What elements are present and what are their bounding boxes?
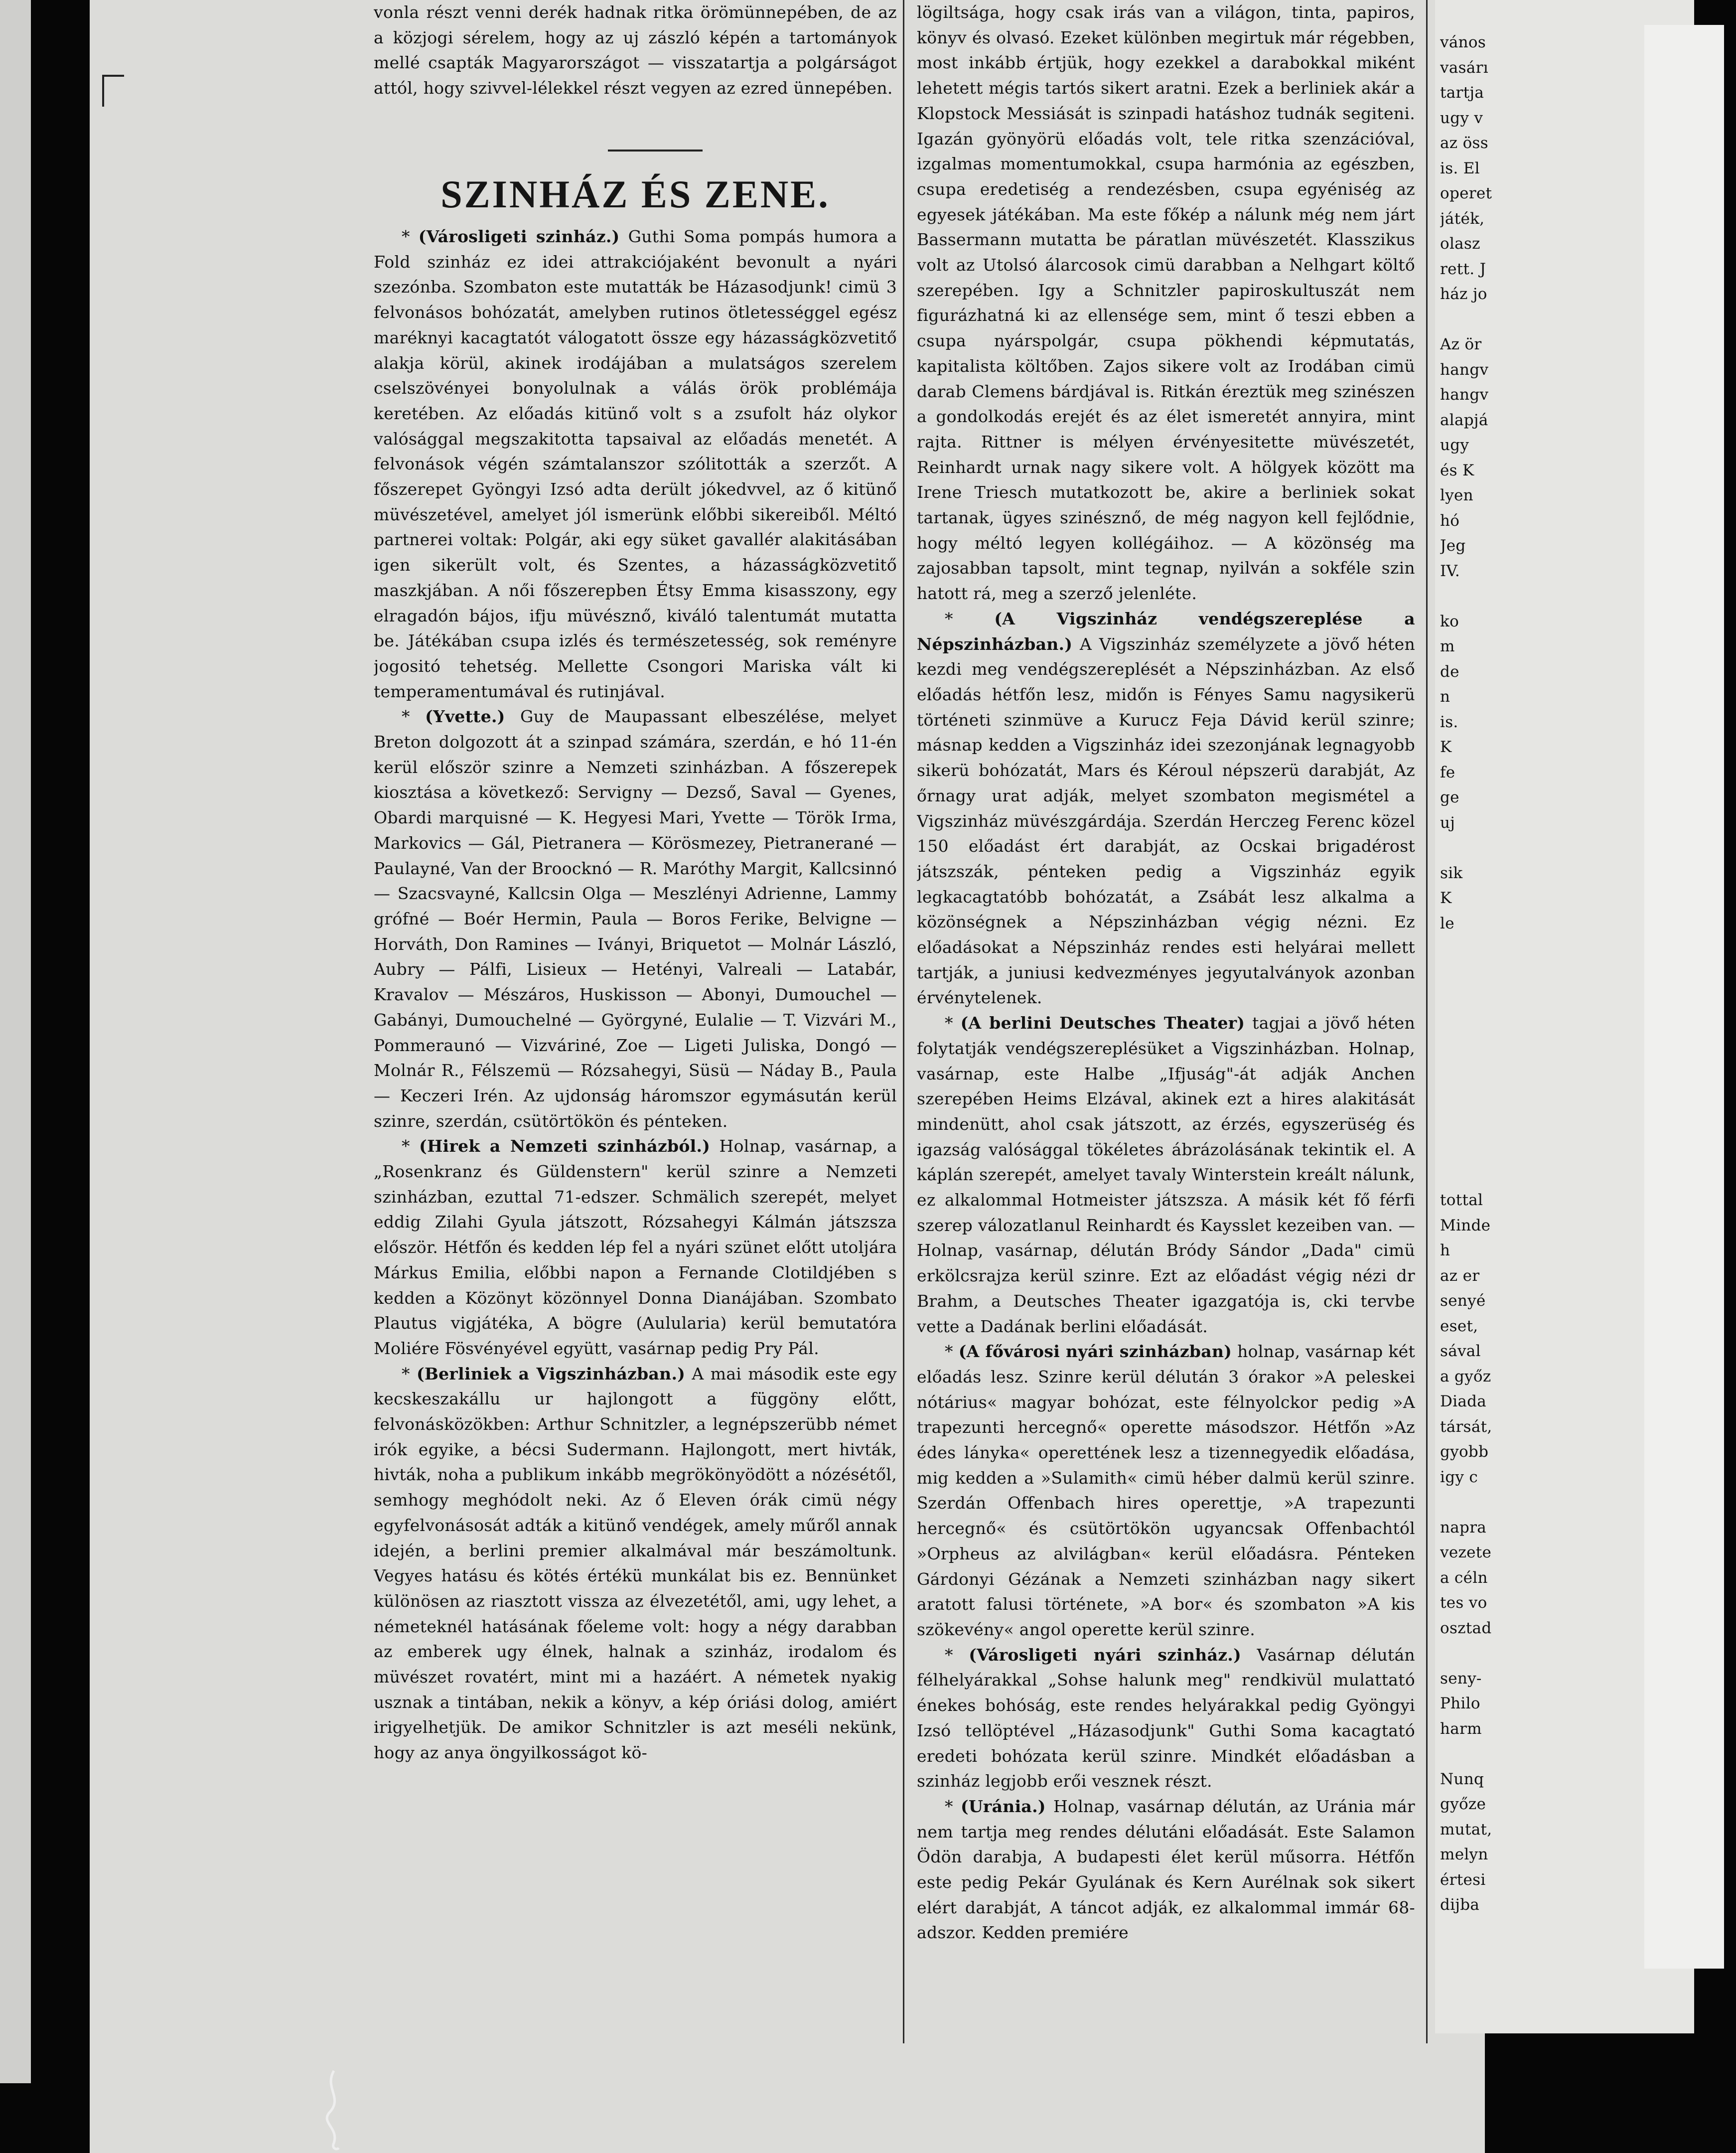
- fragment-line: de: [1440, 662, 1459, 681]
- intro-paragraph: vonla részt venni derék hadnak ritka örömünnepében, de az a közjogi sérelem, hogy az uj zászló képén a tartományok mellé csapták Magyarországot — visszatartja a polgárságot attól, hogy szivvel-lélekkel részt vegyen az ezred ünnepében.: [374, 2, 897, 98]
- article-text: tagjai a jövő héten folytatják vendégszereplésüket a Vigszinházban. Holnap, vasárnap, este Halbe „Ifjuság"-át adják Anchen szerepében Heims Elzával, akinek ezt a hires alakitását mindenütt, ahol csak játszott, az érzés, egyszerüség és igazság valósággal tökéletes ábrázolásának tekintik el. A káplán szerepét, amelyet tavaly Winterstein kreált nálunk, ez alkalommal Hotmeister játszsza. A másik két fő férfi szerep válozatlanul Reinhardt és Kaysslet kezeiben van. — Holnap, vasárnap, délután Bródy Sándor „Dada" cimü erkölcsrajza kerül szinre. Ezt az előadást végig nézi dr Brahm, a Deutsches Theater igazgatója is, cki tervbe vette a Dadának berlini előadását.: [917, 1013, 1415, 1336]
- fragment-line: vasárı: [1440, 58, 1488, 77]
- fragment-line: [1440, 961, 1535, 987]
- fragment-line: játék,: [1440, 209, 1485, 228]
- column-rule-1: [903, 0, 904, 2043]
- article-title: (Városligeti nyári szinház.): [969, 1645, 1241, 1665]
- fragment-line: igy c: [1440, 1468, 1478, 1486]
- fragment-line: melyn: [1440, 1845, 1488, 1863]
- fragment-line: vános: [1440, 33, 1486, 51]
- article-text: Guy de Maupassant elbeszélése, melyet Breton dolgozott át a szinpad számára, szerdán, e hó 11-én kerül először szinre a Nemzeti szinházban. A főszerepek kiosztása a következő: Servigny — Dezső, Saval — Gyenes, Obardi marquisné — K. Hegyesi Mari, Yvette — Török Irma, Markovics — Gál, Pietranera — Körösmezey, Pietranerané — Paulayné, Van der Broocknó — R. Maróthy Margit, Kallcsinnó — Szacsvayné, Kallcsin Olga — Meszlényi Adrienne, Lammy grófné — Boér Hermin, Paula — Boros Ferike, Belvigne — Horváth, Don Ramines — Iványi, Briquetot — Molnár László, Aubry — Pálfi, Lisieux — Hetényi, Valreali — Latabár, Kravalov — Mészáros, Huskisson — Abonyi, Dumouchel — Gabányi, Dumouchelné — Györgyné, Eulalie — T. Vizvári M., Pommeraunó — Vizváriné, Zoe — Ligeti Juliska, Dongó — Molnár R., Félszemü — Rózsahegyi, Süsü — Náday B., Paula — Keczeri Irén. Az ujdonság háromszor egymásután kerül szinre, szerdán, csütörtökön és pénteken.: [374, 707, 897, 1131]
- fragment-line: [1440, 1087, 1535, 1112]
- article-bullet: *: [402, 1364, 417, 1384]
- article-bullet: *: [402, 227, 419, 246]
- left-page-edge: [0, 0, 31, 2083]
- fragment-line: alapjá: [1440, 411, 1488, 429]
- fragment-line: seny-: [1440, 1669, 1482, 1688]
- fragment-line: [1440, 1012, 1535, 1037]
- article-title: (Yvette.): [425, 707, 505, 727]
- article-text: A Vigszinház személyzete a jövő héten kezdi meg vendégszereplését a Népszinházban. Az első előadás hétfőn lesz, midőn is Fényes Samu nagysikerü történeti szinmüve a Kurucz Feja Dávid kerül szinre; másnap kedden a Vigszinház idei szezonjának legnagyobb sikerü bohózatát, Mars és Kéroul népszerü darabját, Az őrnagy urat adják, melyet szombaton megismétel a Vigszinház müvészgárdája. Szerdán Herczeg Ferenc közel 150 előadást ért darabját, az Ocskai brigadérost játszszák, pénteken pedig a Vigszinház egyik legkacagtatóbb bohózatát, a Zsábát lesz alkalma a közönségnek a Népszinházban végig nézni. Ez előadásokat a Népszinház rendes esti helyárai mellett tartják, a juniusi kedvezményes jegyutalványok azonban érvénytelenek.: [917, 634, 1415, 1008]
- fragment-line: [1440, 1490, 1535, 1515]
- column-rule-2: [1426, 0, 1428, 2043]
- fragment-line: sik: [1440, 864, 1463, 882]
- fragment-line: ugy: [1440, 436, 1469, 454]
- article-title: (Hirek a Nemzeti szinházból.): [419, 1136, 711, 1156]
- article-text: Holnap, vasárnap délután, az Uránia már nem tartja meg rendes délutáni előadását. Este Salamon Ödön darabja, A budapesti élet kerül műsorra. Hétfőn este pedig Pekár Gyulának és Kern Aurélnak sok sikert elért darabját, A táncot adják, ez alkalommal immár 68-adszor. Kedden premiére: [917, 1796, 1415, 1943]
- fragment-line: [1440, 1037, 1535, 1062]
- fragment-line: IV.: [1440, 562, 1460, 580]
- continuation-paragraph: lögiltsága, hogy csak irás van a világon, tinta, papiros, könyv és olvasó. Ezeket különben megirtuk már régebben, most inkább értjük, hogy ezekkel a darabokkal miként lehetett mégis tartós sikert aratni. Ezek a berliniek akár a Klopstock Messiását is szinpadi hatáshoz tudnák segiteni. Igazán gyönyörü előadás volt, tele ritka szenzációval, izgalmas momentumokkal, csupa harmónia az egészben, csupa eredetiség a rendezésben, csupa egyéniség az egyesek játékában. Ma este főkép a nálunk még nem járt Bassermann mutatta be páratlan müvészetét. Klasszikus volt az Utolsó álarcosok cimü darabban a Nelhgart költő szerepében. Igy a Schnitzler papiroskultuszát nem figurázhatná ki az ellensége sem, mint ő teszi ebben a csupa nyárspolgár, csupa pökhendi képmutatás, kapitalista költőben. Zajos sikere volt az Irodában cimü darab Clemens bárdjával is. Ritkán éreztük meg szinészen a gondolkodás erejét és az élet ismeretét annyira, mint rajta. Rittner is mélyen érvényesitette müvészetét, Reinhardt urnak nagy sikere volt. A hölgyek között ma Irene Triesch mutatkozott be, akire a berliniek sokat tartanak, ügyes szinésznő, de még nagyon kell fejlődnie, hogy méltó legyen kollégáihoz. — A közönség ma zajosabban tapsolt, mint tegnap, nyilván a sokféle szin hatott rá, meg a szerző jelenléte.: [917, 2, 1415, 604]
- fragment-line: [1440, 307, 1535, 332]
- corner-crop-mark: [102, 75, 124, 107]
- fragment-line: Philo: [1440, 1694, 1480, 1712]
- fragment-line: ge: [1440, 788, 1459, 806]
- article-paragraph: [917, 1011, 1415, 1339]
- article-bullet: *: [945, 1342, 959, 1362]
- fragment-line: le: [1440, 914, 1454, 932]
- fragment-line: [1440, 1137, 1535, 1163]
- fragment-line: hó: [1440, 511, 1460, 530]
- article-text: Vasárnap délután félhelyárakkal „Sohse halunk meg" rendkivül mulattató énekes bohóság, este rendes helyárakkal pedig Gyöngyi Izsó tellöptével „Házasodjunk" Guthi Soma kacagtató eredeti bohózata kerül szinre. Mindkét előadásban a szinház legjobb erői vesznek részt.: [917, 1645, 1415, 1791]
- article-title: (A berlini Deutsches Theater): [960, 1013, 1245, 1033]
- article-paragraph: [374, 1362, 897, 1766]
- fragment-line: Jeg: [1440, 537, 1466, 555]
- article-title: (A fővárosi nyári szinházban): [958, 1342, 1232, 1362]
- article-bullet: *: [945, 1645, 969, 1665]
- section-heading: SZINHÁZ ÉS ZENE.: [440, 172, 830, 216]
- fragment-line: [1440, 936, 1535, 961]
- fragment-line: lyen: [1440, 486, 1473, 504]
- fragment-line: fe: [1440, 763, 1455, 781]
- article-paragraph: [374, 1134, 897, 1361]
- fragment-line: Az ör: [1440, 335, 1482, 353]
- fragment-line: mutat,: [1440, 1820, 1492, 1839]
- fragment-line: uj: [1440, 813, 1455, 832]
- fragment-line: [1440, 1641, 1535, 1666]
- fragment-line: tartja: [1440, 84, 1484, 102]
- fragment-line: senyé: [1440, 1292, 1486, 1310]
- fragment-line: értesi: [1440, 1870, 1486, 1889]
- fragment-line: az er: [1440, 1266, 1480, 1285]
- article-text: Guthi Soma pompás humora a Fold szinház ez idei attrakciójaként bevonult a nyári szezónba. Szombaton este mutatták be Házasodjunk! cimü 3 felvonásos bohózatát, amelyben rutinos ötletességgel egész maréknyi kacagtatót válogatott össze egy házasságközvetitő alakja körül, akinek irodájában a mulatságos szerelem cselszövényei bonyolulnak a válás örök problémája keretében. Az előadás kitünő volt s a zsufolt ház olykor valósággal megszakitotta tapsaival az előadás menetét. A felvonások végén számtalanszor szólitották a szerzőt. A főszerepet Gyöngyi Izsó adta derült jókedvvel, az ő kitünő müvészetével, amelyet jól ismerünk előbbi sikereiből. Méltó partnerei voltak: Polgár, aki egy süket gavallér alakitásában igen sikerült volt, és Szentes, a házasságközvetitő maszkjában. A női főszerepben Étsy Emma kisasszony, egy elragadón bájos, ifju müvésznő, kiváló talentumát mutatta be. Játékában csupa izlés és természetesség, sok reményre jogositó tehetség. Mellette Csongori Mariska vált ki temperamentumával és rutinjával.: [374, 227, 897, 701]
- fragment-line: és K: [1440, 461, 1474, 479]
- article-title: (A Vigszinház vendégszereplése a Népszinházban.): [917, 609, 1415, 654]
- fragment-line: a győz: [1440, 1367, 1491, 1385]
- fragment-line: társát,: [1440, 1417, 1492, 1436]
- column-1: [374, 0, 897, 145]
- article-title: (Uránia.): [960, 1796, 1046, 1816]
- fragment-line: gyobb: [1440, 1443, 1489, 1461]
- article-paragraph: [374, 224, 897, 704]
- article-paragraph: [917, 607, 1415, 1011]
- article-bullet: *: [945, 1013, 961, 1033]
- fragment-line: [1440, 1163, 1535, 1188]
- article-bullet: *: [402, 1136, 420, 1156]
- fragment-line: az öss: [1440, 134, 1488, 152]
- column-3-fragments: [1440, 30, 1535, 2003]
- fragment-line: [1440, 986, 1535, 1012]
- fragment-line: is. El: [1440, 159, 1480, 177]
- column-1-articles: [374, 224, 897, 2043]
- fragment-line: sával: [1440, 1342, 1481, 1360]
- fragment-line: [1440, 1112, 1535, 1138]
- fragment-line: m: [1440, 637, 1455, 655]
- fragment-line: osztad: [1440, 1619, 1492, 1637]
- article-paragraph: [917, 1794, 1415, 1946]
- fragment-line: vezete: [1440, 1543, 1492, 1561]
- right-white-strip: [1644, 25, 1724, 1969]
- fragment-line: hangv: [1440, 386, 1489, 404]
- fragment-line: olasz: [1440, 235, 1480, 253]
- fragment-line: [1440, 835, 1535, 861]
- fragment-line: Diada: [1440, 1392, 1487, 1410]
- pen-scribble: [319, 2068, 349, 2153]
- fragment-line: dijba: [1440, 1896, 1480, 1914]
- fragment-line: [1440, 584, 1535, 609]
- fragment-line: [1440, 1741, 1535, 1767]
- fragment-line: K: [1440, 889, 1452, 907]
- fragment-line: győze: [1440, 1795, 1486, 1813]
- column-2: [917, 0, 1415, 2043]
- article-title: (Városligeti szinház.): [418, 227, 620, 246]
- fragment-line: Minde: [1440, 1216, 1491, 1234]
- article-bullet: *: [945, 609, 995, 628]
- fragment-line: hangv: [1440, 360, 1489, 379]
- fragment-line: eset,: [1440, 1317, 1478, 1335]
- fragment-line: napra: [1440, 1518, 1487, 1537]
- fragment-line: is.: [1440, 713, 1458, 731]
- fragment-line: h: [1440, 1241, 1450, 1259]
- fragment-line: a céln: [1440, 1568, 1488, 1587]
- article-text: Holnap, vasárnap, a „Rosenkranz és Güldenstern" kerül szinre a Nemzeti szinházban, ezuttal 71-edszer. Schmälich szerepét, melyet eddig Zilahi Gyula játszott, Rózsahegyi Kálmán játszsza először. Hétfőn és kedden lép fel a nyári szünet előtt utoljára Márkus Emilia, előbbi napon a Fernande Clotildjében s kedden a Közönyt közönnyel Donna Dianájában. Szombato Plautus vigjátéka, A bögre (Aulularia) kerül bemutatóra Moliére Fösvényével együtt, vasárnap pedig Pry Pál.: [374, 1136, 897, 1358]
- fragment-line: rett. J: [1440, 260, 1486, 278]
- fragment-line: harm: [1440, 1719, 1482, 1738]
- fragment-line: tottal: [1440, 1191, 1483, 1209]
- fragment-line: ház jo: [1440, 285, 1487, 303]
- fragment-line: ugy v: [1440, 109, 1483, 127]
- fragment-line: K: [1440, 738, 1452, 756]
- article-title: (Berliniek a Vigszinházban.): [417, 1364, 686, 1384]
- article-bullet: *: [402, 707, 426, 727]
- fragment-line: [1440, 1062, 1535, 1087]
- article-text: A mai második este egy kecskeszakállu ur hajlongott a függöny előtt, felvonásközökben: Arthur Schnitzler, a legnépszerübb német irók egyike, a bécsi Sudermann. Hajlongott, mert hivták, hivták, noha a publikum inkább megrökönyödött a nózésétől, semhogy meghódolt neki. Az ő Eleven órák cimü négy egyfelvonásosát adták a kitünő vendégek, amely műről annak idején, a berlini premier alkalmával már beszámoltunk. Vegyes hatásu és kötés értékü munkálat bis ez. Bennünket különösen az riasztott vissza az élvezetétől, ami, ugy lehet, a németeknél hatásának főeleme volt: hogy a négy darabban az emberek ugy élnek, halnak a szinház, irodalom és müvészet rovatért, mint mi a hazáért. A németek nyakig usznak a tintában, nekik a könyv, a kép óriási dolog, amiért irigyelhetjük. De amikor Schnitzler is azt meséli nekünk, hogy az anya öngyilkosságot kö-: [374, 1364, 897, 1763]
- article-paragraph: [917, 1643, 1415, 1794]
- article-paragraph: [917, 1339, 1415, 1642]
- article-text: holnap, vasárnap két előadás lesz. Szinre kerül délután 3 órakor »A peleskei nótárius« magyar bohózat, este félnyolckor pedig »A trapezunti hercegnő« operette másodszor. Hétfőn »Az édes lányka« operettének lesz a tizennegyedik előadása, mig kedden a »Sulamith« cimü héber dalmü kerül szinre. Szerdán Offenbach hires operettje, »A trapezunti hercegnő« és csütörtökön ugyancsak Offenbachtól »Orpheus az alvilágban« kerül előadásra. Pénteken Gárdonyi Gézának a Nemzeti szinházban nagy sikert aratott falusi története, »A bor« és szombaton »A kis szökevény« angol operette kerül szinre.: [917, 1342, 1415, 1639]
- fragment-line: operet: [1440, 184, 1492, 202]
- fragment-line: tes vo: [1440, 1594, 1487, 1612]
- fragment-line: Nunq: [1440, 1770, 1484, 1788]
- fragment-line: ko: [1440, 612, 1459, 630]
- fragment-line: n: [1440, 688, 1450, 706]
- article-paragraph: [374, 704, 897, 1134]
- section-separator: [608, 150, 703, 152]
- article-bullet: *: [945, 1796, 961, 1816]
